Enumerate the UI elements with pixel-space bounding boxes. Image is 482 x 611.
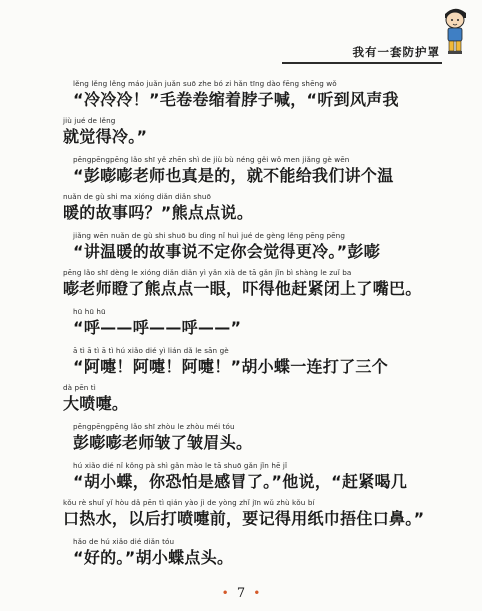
page-number	[0, 586, 482, 601]
pinyin-line: pēngpēngpēng lǎo shī yě zhēn shì de jiù bù néng gěi wǒ men jiǎng gè wēn	[73, 155, 350, 164]
page-number-value: 7	[236, 586, 246, 601]
hanzi-line: “讲温暖的故事说不定你会觉得更冷。”彭嘭	[73, 242, 381, 261]
text-line	[63, 421, 453, 454]
hanzi-line: 彭嘭嘭老师皱了皱眉头。	[73, 433, 253, 452]
running-header	[282, 38, 442, 68]
pinyin-line: dà pēn tì	[63, 383, 96, 392]
text-line	[63, 267, 453, 300]
text-line	[63, 306, 453, 339]
text-line	[63, 78, 453, 111]
hanzi-line: “呼——呼——呼——”	[73, 318, 242, 337]
pinyin-line: pēng lǎo shī dèng le xióng diǎn diǎn yì yǎn xià de tā gǎn jǐn bì shàng le zuǐ ba	[63, 268, 352, 277]
hanzi-line: 嘭老师瞪了熊点点一眼，吓得他赶紧闭上了嘴巴。	[63, 279, 422, 298]
pinyin-line: jiǎng wēn nuǎn de gù shi shuō bu dìng nǐ huì jué de gèng lěng pēng pēng	[73, 231, 346, 240]
text-line	[63, 382, 453, 415]
pinyin-line: nuǎn de gù shi ma xióng diǎn diǎn shuō	[63, 192, 212, 201]
hanzi-line: “冷冷冷！”毛卷卷缩着脖子喊，“听到风声我	[73, 90, 399, 109]
pinyin-line: jiù jué de lěng	[63, 116, 116, 125]
text-line	[63, 115, 453, 148]
page-dot-right: •	[253, 586, 261, 600]
pinyin-line: ā tì ā tì ā tì hú xiǎo dié yì lián dǎ le sān gè	[73, 346, 229, 355]
hanzi-line: 大喷嚏。	[63, 394, 129, 413]
pinyin-line: hǎo de hú xiǎo dié diǎn tóu	[73, 537, 175, 546]
hanzi-line: “阿嚏！阿嚏！阿嚏！”胡小蝶一连打了三个	[73, 357, 389, 376]
hanzi-line: 口热水，以后打喷嚏前，要记得用纸巾捂住口鼻。”	[63, 509, 425, 528]
text-line	[63, 345, 453, 378]
pinyin-line: hú xiǎo dié nǐ kǒng pà shì gǎn mào le tā shuō gǎn jǐn hē jǐ	[73, 461, 288, 470]
text-line	[63, 536, 453, 569]
story-text	[63, 78, 453, 573]
text-line	[63, 154, 453, 187]
pinyin-line: pēngpēngpēng lǎo shī zhòu le zhòu méi tóu	[73, 422, 235, 431]
pinyin-line: lěng lěng lěng máo juǎn juǎn suō zhe bó zi hǎn tīng dào fēng shēng wǒ	[73, 79, 337, 88]
pinyin-line: kǒu rè shuǐ yǐ hòu dǎ pēn tì qián yào jì de yòng zhǐ jīn wǔ zhù kǒu bí	[63, 498, 315, 507]
text-line	[63, 460, 453, 493]
text-line	[63, 497, 453, 530]
pinyin-line: hū hū hū	[73, 307, 106, 316]
hanzi-line: “好的。”胡小蝶点头。	[73, 548, 234, 567]
text-line	[63, 230, 453, 263]
page-dot-left: •	[221, 586, 229, 600]
boy-mascot-icon	[438, 4, 472, 56]
header-title: 我有一套防护罩	[352, 45, 440, 59]
hanzi-line: 暖的故事吗？”熊点点说。	[63, 203, 254, 222]
hanzi-line: “彭嘭嘭老师也真是的，就不能给我们讲个温	[73, 166, 394, 185]
hanzi-line: 就觉得冷。”	[63, 127, 148, 146]
header-rule	[282, 62, 442, 64]
text-line	[63, 191, 453, 224]
hanzi-line: “胡小蝶，你恐怕是感冒了。”他说，“赶紧喝几	[73, 472, 408, 491]
